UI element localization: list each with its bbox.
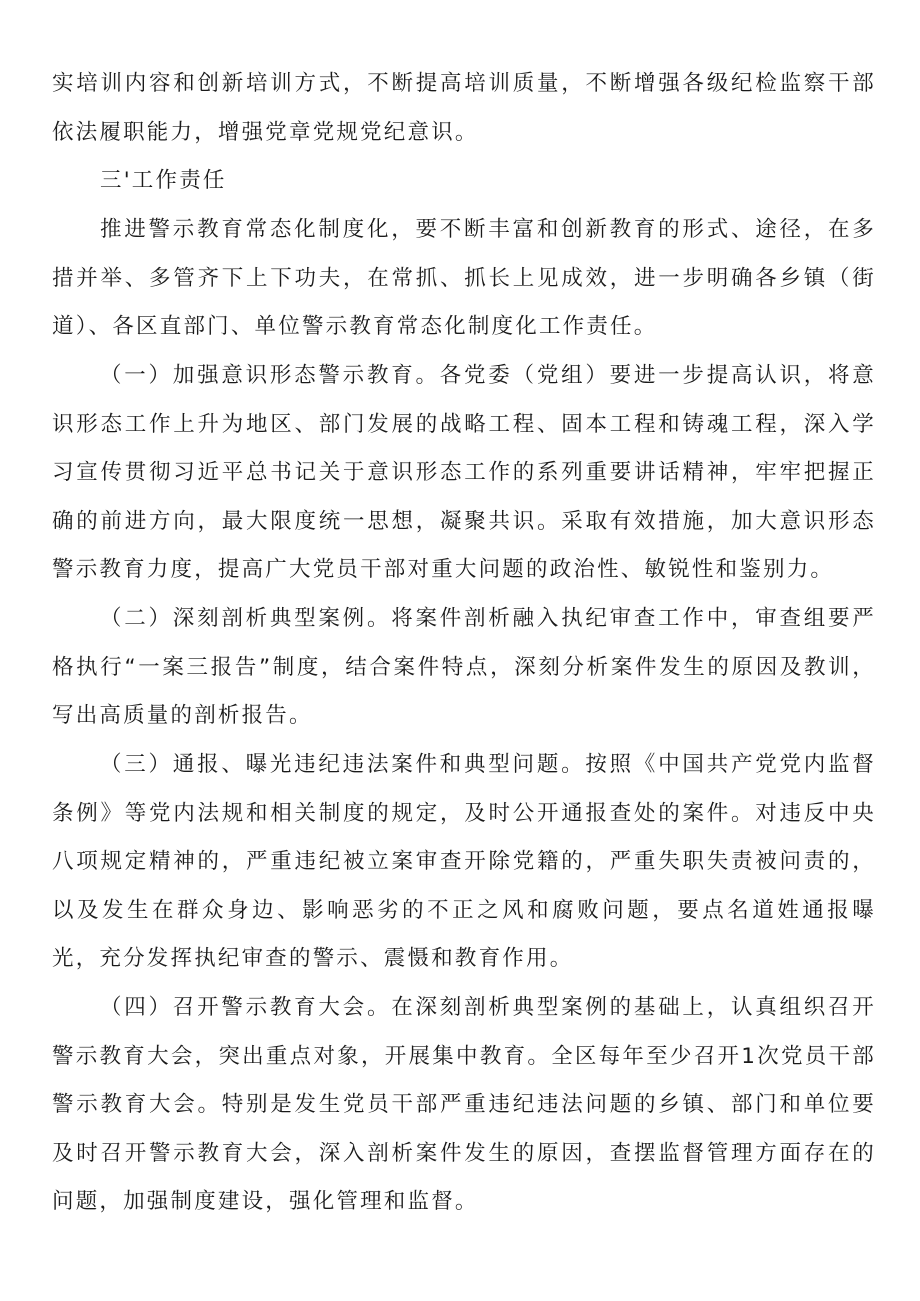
section-heading: 三'工作责任 xyxy=(100,168,227,193)
continuation-paragraph: 实培训内容和创新培训方式，不断提高培训质量，不断增强各级纪检监察干部依法履职能力，增强党章党规党纪意识。 xyxy=(52,71,876,145)
intro-paragraph: 推进警示教育常态化制度化，要不断丰富和创新教育的形式、途径，在多措并举、多管齐下上下功夫，在常抓、抓长上见成效，进一步明确各乡镇（街道）、各区直部门、单位警示教育常态化制度化工作责任。 xyxy=(52,217,876,340)
item-paragraph-1: （一）加强意识形态警示教育。各党委（党组）要进一步提高认识，将意识形态工作上升为地区、部门发展的战略工程、固本工程和铸魂工程，深入学习宣传贯彻习近平总书记关于意识形态工作的系列重要讲话精神，牢牢把握正确的前进方向，最大限度统一思想，凝聚共识。采取有效措施，加大意识形态警示教育力度，提高广大党员干部对重大问题的政治性、敏锐性和鉴别力。 xyxy=(52,363,876,583)
item-paragraph-4: （四）召开警示教育大会。在深刻剖析典型案例的基础上，认真组织召开警示教育大会，突出重点对象，开展集中教育。全区每年至少召开1次党员干部警示教育大会。特别是发生党员干部严重违纪违法问题的乡镇、部门和单位要及时召开警示教育大会，深入剖析案件发生的原因，查摆监督管理方面存在的问题，加强制度建设，强化管理和监督。 xyxy=(52,995,876,1215)
item-paragraph-3: （三）通报、曝光违纪违法案件和典型问题。按照《中国共产党党内监督条例》等党内法规和相关制度的规定，及时公开通报查处的案件。对违反中央八项规定精神的，严重违纪被立案审查开除党籍的，严重失职失责被问责的，以及发生在群众身边、影响恶劣的不正之风和腐败问题，要点名道姓通报曝光，充分发挥执纪审查的警示、震慑和教育作用。 xyxy=(52,752,876,972)
item-paragraph-2: （二）深刻剖析典型案例。将案件剖析融入执纪审查工作中，审查组要严格执行“一案三报告”制度，结合案件特点，深刻分析案件发生的原因及教训，写出高质量的剖析报告。 xyxy=(52,606,876,729)
